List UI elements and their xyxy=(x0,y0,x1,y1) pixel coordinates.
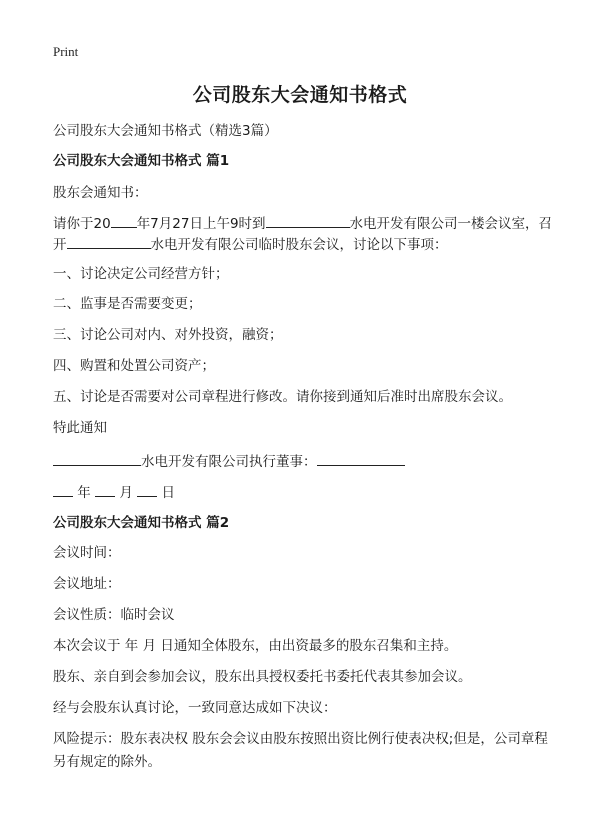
date-year-blank xyxy=(53,482,73,497)
agenda-item-3: 三、讨论公司对内、对外投资，融资； xyxy=(53,327,283,343)
company-blank-1 xyxy=(266,213,350,228)
invite-line2-prefix: 开 xyxy=(53,237,67,253)
agenda-item-5: 五、讨论是否需要对公司章程进行修改。请你接到通知后准时出席股东会议。 xyxy=(53,389,512,405)
meeting-place: 会议地址： xyxy=(53,576,121,592)
date-month-blank xyxy=(95,482,115,497)
paragraph-risk: 风险提示：股东表决权 股东会会议由股东按照出资比例行使表决权;但是，公司章程另有规定的除外。 xyxy=(53,731,548,770)
year-blank xyxy=(111,213,137,228)
invite-mid: 年7月27日上午9时到 xyxy=(136,216,266,232)
section2-heading: 公司股东大会通知书格式 篇2 xyxy=(53,515,230,531)
company-blank-3 xyxy=(53,451,141,466)
date-line xyxy=(53,482,175,503)
salutation: 股东会通知书： xyxy=(53,185,148,201)
closing-text: 特此通知 xyxy=(53,420,107,436)
meeting-nature: 会议性质：临时会议 xyxy=(53,607,175,623)
date-month-label: 月 xyxy=(119,485,133,501)
date-day-label: 日 xyxy=(161,485,175,501)
date-day-blank xyxy=(137,482,157,497)
director-blank xyxy=(317,451,405,466)
section1-heading: 公司股东大会通知书格式 篇1 xyxy=(53,153,230,169)
meeting-time: 会议时间： xyxy=(53,545,121,561)
paragraph-notice: 本次会议于 年 月 日通知全体股东，由出资最多的股东召集和主持。 xyxy=(53,638,458,654)
page-title: 公司股东大会通知书格式 xyxy=(192,84,408,106)
invite-line2-suffix: 水电开发有限公司临时股东会议，讨论以下事项： xyxy=(150,237,448,253)
paragraph-attendance: 股东、亲自到会参加会议，股东出具授权委托书委托代表其参加会议。 xyxy=(53,669,472,685)
invite-line-2 xyxy=(53,234,448,255)
company-blank-2 xyxy=(67,234,151,249)
agenda-item-2: 二、监事是否需要变更； xyxy=(53,296,202,312)
print-label: Print xyxy=(53,44,79,59)
date-year-label: 年 xyxy=(77,485,91,501)
signature-mid: 水电开发有限公司执行董事： xyxy=(141,454,317,470)
document-subtitle: 公司股东大会通知书格式（精选3篇） xyxy=(53,123,278,139)
agenda-item-4: 四、购置和处置公司资产； xyxy=(53,358,215,374)
invite-line-1 xyxy=(53,213,552,234)
signature-line xyxy=(53,451,405,472)
invite-prefix: 请你于20 xyxy=(53,216,111,232)
invite-suffix: 水电开发有限公司一楼会议室，召 xyxy=(349,216,553,232)
agenda-item-1: 一、讨论决定公司经营方针； xyxy=(53,266,229,282)
paragraph-resolution: 经与会股东认真讨论，一致同意达成如下决议： xyxy=(53,700,337,716)
